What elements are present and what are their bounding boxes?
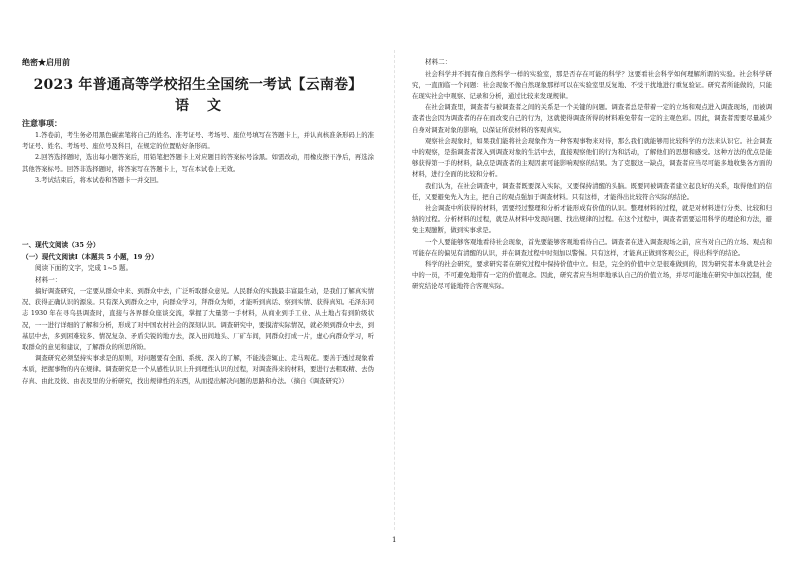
material2-paragraph: 社会调查中所获得的材料，需要经过整理和分析才能形成有价值的认识。整理材料的过程，就是对材料进行分类、比较和归纳的过程。分析材料的过程，就是从材料中发现问题、找出规律的过程。在这个过程中，调查者需要运用科学的理论和方法，避免主观臆断，做到实事求是。 bbox=[412, 203, 772, 235]
material2-block bbox=[412, 57, 772, 293]
reading-section bbox=[22, 240, 374, 387]
left-column bbox=[22, 0, 374, 561]
subject-title: 语文 bbox=[175, 98, 239, 114]
section-heading: 一、现代文阅读（35 分） bbox=[22, 241, 100, 249]
material2-paragraph: 一个人要能够客观地看待社会现象，首先要能够客观地看待自己。调查者在进入调查现场之前，应当对自己的立场、观点和可能存在的偏见有清醒的认识，并在调查过程中时刻加以警惕。只有这样，才能真正做到客观公正，得出科学的结论。 bbox=[412, 237, 772, 257]
notice-item: 1.答卷前，考生务必用黑色碳素笔将自己的姓名、准考证号、考场号、座位号填写在答题卡上，并认真核准条形码上的准考证号、姓名、考场号、座位号及科目，在规定的位置贴好条形码。 bbox=[22, 131, 374, 151]
notice-label: 注意事项： bbox=[22, 118, 62, 128]
material1-paragraph: 搞好调查研究，一定要从群众中来、到群众中去，广泛听取群众意见。人民群众的实践最丰富最生动，是我们了解真实情况、获得正确认识的源泉。只有深入到群众之中，向群众学习，拜群众为师，才能听到真话、察到实情、获得真知。毛泽东同志 1930 年在寻乌县调查时，直接与各界群众座谈交流，掌握了大量第一手材料，从商业到手工业、从土地占有到阶级状况，一一进行详细的了解和分析，形成了对中国农村社会的深刻认识。调查研究中，要摸清实际情况，就必须到群众中去，到基层中去，多到困难较多、情况复杂、矛盾尖锐的地方去，深入田间地头、厂矿车间，同群众打成一片，虚心向群众学习，听取群众的意见和建议，了解群众的所思所盼。 bbox=[22, 287, 374, 352]
page-number: 1 bbox=[392, 536, 397, 544]
notice-list bbox=[22, 130, 374, 186]
material1-paragraph: 调查研究必须坚持实事求是的原则，对问题要有全面、系统、深入的了解，不能浅尝辄止、走马观花。要善于透过现象看本质，把握事物的内在规律。调查研究是一个从感性认识上升到理性认识的过程，对调查得来的材料，要进行去粗取精、去伪存真、由此及彼、由表及里的分析研究，找出规律性的东西，从而提出解决问题的思路和办法。（摘自《调查研究》） bbox=[22, 354, 374, 385]
notice-item: 2.回答选择题时，选出每小题答案后，用铅笔把答题卡上对应题目的答案标号涂黑。如需改动，用橡皮擦干净后，再选涂其他答案标号。回答非选择题时，将答案写在答题卡上，写在本试卷上无效。 bbox=[22, 153, 374, 173]
material2-paragraph: 在社会调查里，调查者与被调查者之间的关系是一个关键的问题。调查者总是带着一定的立场和观点进入调查现场，而被调查者也会因为调查者的存在而改变自己的行为，这就使得调查所得的材料难免带有一定的主观色彩。因此，调查者需要尽量减少自身对调查对象的影响，以保证所获材料的客观真实。 bbox=[412, 103, 772, 134]
material2-paragraph: 观察社会现象时，如果我们能将社会现象作为一种客观事物来对待，那么我们就能够用比较科学的方法来认识它。社会调查中的观察，是指调查者深入到调查对象的生活中去，直接观察他们的行为和活动，了解他们的思想和感受。这种方法的优点是能够获得第一手的材料，缺点是调查者的主观因素可能影响观察的结果。为了克服这一缺点，调查者应当尽可能多地收集各方面的材料，进行全面的比较和分析。 bbox=[412, 136, 772, 179]
section-subheading: （一）现代文阅读Ⅰ（本题共 5 小题，19 分） bbox=[22, 252, 158, 261]
material2-paragraph: 我们认为，在社会调查中，调查者既要深入实际，又要保持清醒的头脑。既要同被调查者建立起良好的关系，取得他们的信任，又要避免先入为主，把自己的观点强加于调查材料。只有这样，才能得出比较符合实际的结论。 bbox=[412, 181, 772, 201]
material2-paragraph: 社会科学并不拥有像自然科学一样的实验室，那是否存在可能的科学？这要看社会科学如何理解所谓的实验。社会科学研究，一直面临一个问题：社会现象不像自然现象那样可以在实验室里反复地、不受干扰地进行重复验证。研究者所能做的，只能在现实社会中观察、记录和分析，通过比较来发现规律。 bbox=[412, 69, 772, 100]
right-column bbox=[412, 0, 772, 561]
exam-title: 2023 年普通高等学校招生全国统一考试【云南卷】 bbox=[33, 77, 363, 93]
column-divider bbox=[394, 50, 395, 530]
secret-mark: 绝密★启用前 bbox=[22, 57, 70, 67]
notice-item: 3.考试结束后，将本试卷和答题卡一并交回。 bbox=[35, 175, 163, 184]
material1-label: 材料一： bbox=[35, 275, 62, 284]
material2-paragraph: 科学的社会研究，要求研究者在研究过程中保持价值中立。但是，完全的价值中立是很难做到的，因为研究者本身就是社会中的一员，不可避免地带有一定的价值观念。因此，研究者应当坦率地承认自己的价值立场，并尽可能地在研究中加以控制，使研究结论尽可能地符合客观实际。 bbox=[412, 259, 772, 291]
material2-label: 材料二： bbox=[425, 58, 452, 66]
section-instruction: 阅读下面的文字，完成 1~5 题。 bbox=[35, 264, 133, 272]
